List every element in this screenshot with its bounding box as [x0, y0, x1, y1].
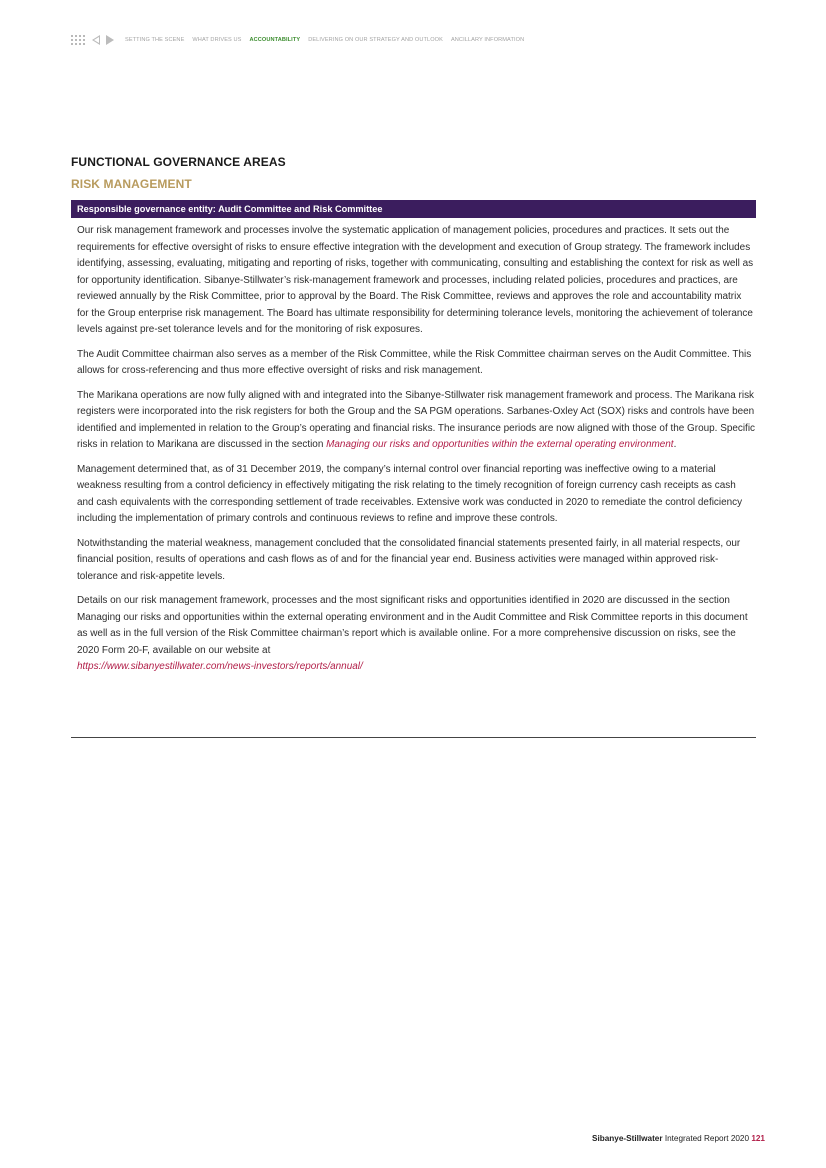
top-navigation [71, 33, 532, 47]
page-number: 121 [751, 1134, 765, 1143]
paragraph: Notwithstanding the material weakness, management concluded that the consolidated financial statements presented fairly, in all material respects, our financial position, results of operations and cash flows as of and for the financial year end. Business activities were managed within approved risk-tolerance and risk-appetite levels. [77, 537, 741, 582]
footer-brand: Sibanye-Stillwater [592, 1134, 663, 1143]
section-nav [125, 37, 532, 43]
paragraph [77, 388, 755, 454]
website-link[interactable]: https://www.sibanyestillwater.com/news-investors/reports/annual/ [77, 661, 363, 672]
paragraph [77, 593, 755, 676]
next-page-icon[interactable] [106, 35, 114, 45]
body-text [77, 223, 755, 684]
nav-delivering-on-strategy[interactable]: DELIVERING ON OUR STRATEGY AND OUTLOOK [308, 37, 443, 43]
section-subtitle: RISK MANAGEMENT [71, 177, 192, 191]
governance-entity-bar: Responsible governance entity: Audit Committee and Risk Committee [71, 200, 756, 218]
paragraph: The Audit Committee chairman also serves as a member of the Risk Committee, while the Risk Committee chairman serves on the Audit Committee. This allows for cross-referencing and thus more effective oversight of risks and risk management. [77, 348, 752, 376]
section-divider [71, 737, 756, 738]
paragraph: Management determined that, as of 31 December 2019, the company’s internal control over financial reporting was ineffective owing to a material weakness resulting from a control deficiency in effectively mitigating the risk relating to the timely recognition of foreign currency cash receipts as cash and cash equivalents with the corresponding settlement of trade receivables. Extensive work was conducted in 2020 to remediate the control deficiency including the implementation of primary controls and continuous reviews to refine and improve these controls. [77, 463, 743, 524]
page-footer [592, 1134, 765, 1143]
nav-setting-the-scene[interactable]: SETTING THE SCENE [125, 37, 185, 43]
paragraph-text: Details on our risk management framework, processes and the most significant risks and opportunities identified in 2020 are discussed in the section Managing our risks and opportunities within the external operating environment and in the Audit Committee and Risk Committee reports in this document as well as in the full version of the Risk Committee chairman’s report which is available online. For a more comprehensive discussion on risks, see the 2020 Form 20-F, available on our website at [77, 595, 748, 656]
grid-menu-icon[interactable] [71, 35, 85, 45]
managing-risks-link[interactable]: Managing our risks and opportunities within the external operating environment [326, 439, 674, 450]
paragraph-end: . [673, 439, 677, 450]
nav-ancillary-information[interactable]: ANCILLARY INFORMATION [450, 37, 525, 43]
nav-what-drives-us[interactable]: WHAT DRIVES US [192, 37, 242, 43]
previous-page-icon[interactable] [92, 35, 100, 45]
paragraph-text: The Marikana operations are now fully aligned with and integrated into the Sibanye-Stillwater risk management framework and process. The Marikana risk registers were incorporated into the risk registers for both the Group and the SA PGM operations. Sarbanes-Oxley Act (SOX) risks and controls have been identified and implemented in relation to the Group’s operating and financial risks. The insurance periods are now aligned with those of the Group. Specific risks in relation to Marikana are discussed in the section [77, 389, 755, 450]
nav-accountability[interactable]: ACCOUNTABILITY [249, 37, 301, 43]
paragraph: Our risk management framework and processes involve the systematic application of management policies, procedures and practices. It sets out the requirements for effective oversight of risks to ensure effective integration with the development and execution of Group strategy. The framework includes identifying, assessing, evaluating, mitigating and reporting of risks, together with communicating, consulting and establishing the context for risk as well as for opportunity identification. Sibanye-Stillwater’s risk-management framework and processes, including related policies, procedures and practices, are reviewed annually by the Risk Committee, prior to approval by the Board. The Risk Committee, reviews and approves the role and accountability matrix for the Group enterprise risk management. The Board has ultimate responsibility for determining tolerance levels, monitoring the achievement of tolerance levels against pre-set tolerance levels and for the monitoring of risk exposures. [77, 225, 754, 335]
page-title: FUNCTIONAL GOVERNANCE AREAS [71, 155, 286, 169]
footer-report: Integrated Report 2020 [664, 1134, 750, 1143]
